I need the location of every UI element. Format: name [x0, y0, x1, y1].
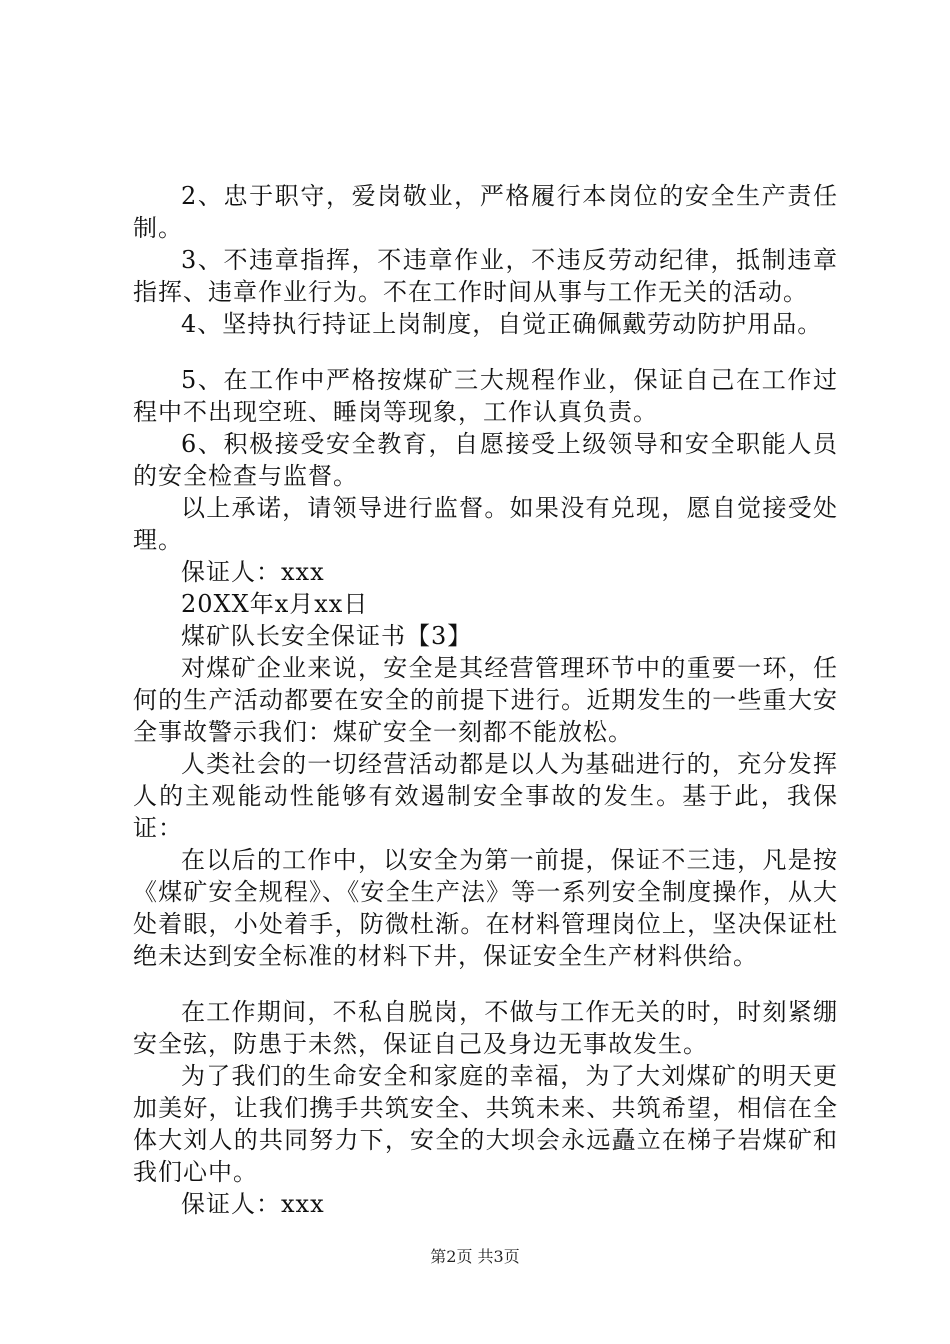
paragraph-gap	[133, 972, 838, 996]
clause-2: 2、忠于职守，爱岗敬业，严格履行本岗位的安全生产责任制。	[133, 182, 838, 242]
clause-5: 5、在工作中严格按煤矿三大规程作业，保证自己在工作过程中不出现空班、睡岗等现象，工作认真负责。	[133, 366, 838, 426]
body-paragraph: 为了我们的生命安全和家庭的幸福，为了大刘煤矿的明天更加美好，让我们携手共筑安全、共筑未来、共筑希望，相信在全体大刘人的共同努力下，安全的大坝会永远矗立在梯子岩煤矿和我们心中。	[133, 1062, 838, 1186]
document-body	[133, 180, 838, 1220]
guarantor-line: 保证人：xxx	[181, 558, 325, 586]
clause-6: 6、积极接受安全教育，自愿接受上级领导和安全职能人员的安全检查与监督。	[133, 430, 838, 490]
guarantor-line: 保证人：xxx	[181, 1190, 325, 1218]
section-title: 煤矿队长安全保证书【3】	[181, 622, 473, 650]
body-paragraph: 人类社会的一切经营活动都是以人为基础进行的，充分发挥人的主观能动性能够有效遏制安全事故的发生。基于此，我保证：	[133, 750, 838, 842]
clause-4: 4、坚持执行持证上岗制度，自觉正确佩戴劳动防护用品。	[181, 310, 823, 338]
page-number-footer: 第2页 共3页	[430, 1247, 520, 1266]
paragraph-gap	[133, 340, 838, 364]
body-paragraph: 对煤矿企业来说，安全是其经营管理环节中的重要一环，任何的生产活动都要在安全的前提下进行。近期发生的一些重大安全事故警示我们：煤矿安全一刻都不能放松。	[133, 654, 838, 746]
date-line: 20XX年x月xx日	[181, 590, 369, 618]
clause-3: 3、不违章指挥，不违章作业，不违反劳动纪律，抵制违章指挥、违章作业行为。不在工作时间从事与工作无关的活动。	[133, 246, 838, 306]
body-paragraph: 在以后的工作中，以安全为第一前提，保证不三违，凡是按《煤矿安全规程》、《安全生产法》等一系列安全制度操作，从大处着眼，小处着手，防微杜渐。在材料管理岗位上，坚决保证杜绝未达到安全标准的材料下井，保证安全生产材料供给。	[133, 846, 838, 970]
body-paragraph: 在工作期间，不私自脱岗，不做与工作无关的时，时刻紧绷安全弦，防患于未然，保证自己及身边无事故发生。	[133, 998, 838, 1058]
commitment-statement: 以上承诺，请领导进行监督。如果没有兑现，愿自觉接受处理。	[133, 494, 838, 554]
